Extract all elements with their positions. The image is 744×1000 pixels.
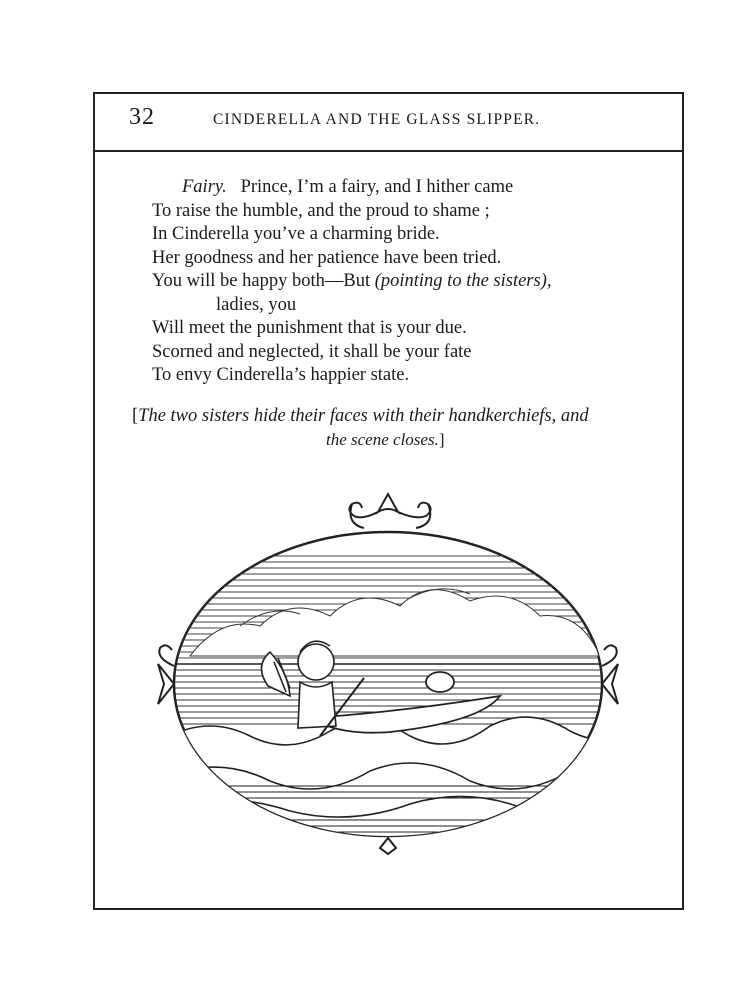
open-bracket: [ (132, 406, 139, 426)
header-underline-rule (93, 150, 684, 152)
verse-line-text: You will be happy both—But (152, 271, 375, 291)
verse-line: To envy Cinderella’s happier state. (152, 365, 410, 385)
verse-line (152, 270, 672, 294)
verse-line: Scorned and neglected, it shall be your fate (152, 341, 472, 362)
verse-line: To raise the humble, and the proud to shame ; (152, 200, 490, 221)
page-number: 32 (129, 104, 155, 130)
frame-bottom-rule (93, 908, 684, 910)
slipper (426, 672, 454, 692)
verse-line: ladies, you (216, 294, 297, 315)
speaker-name: Fairy. (182, 177, 227, 197)
stage-direction-text: the scene closes. (326, 430, 439, 449)
verse-line: Will meet the punishment that is your due. (152, 318, 467, 338)
verse-line: Her goodness and her patience have been tried. (152, 247, 502, 268)
frame-left-rule (93, 92, 95, 910)
verse-line: In Cinderella you’ve a charming bride. (152, 224, 440, 244)
frame-right-rule (682, 92, 684, 910)
verse-block (152, 176, 672, 388)
stage-direction-line (326, 430, 445, 450)
close-bracket: ] (438, 430, 445, 449)
verse-line (152, 176, 672, 200)
verse-line-text: Prince, I’m a fairy, and I hither came (240, 177, 514, 197)
inline-stage-direction: (pointing to the sisters), (374, 271, 552, 291)
frame-top-rule (93, 92, 684, 94)
stage-direction-text: The two sisters hide their faces with their handkerchiefs, and (138, 406, 589, 426)
stage-direction-line (132, 406, 589, 427)
running-head: CINDERELLA AND THE GLASS SLIPPER. (213, 111, 541, 128)
cupid-in-boat-vignette-icon (150, 486, 626, 856)
